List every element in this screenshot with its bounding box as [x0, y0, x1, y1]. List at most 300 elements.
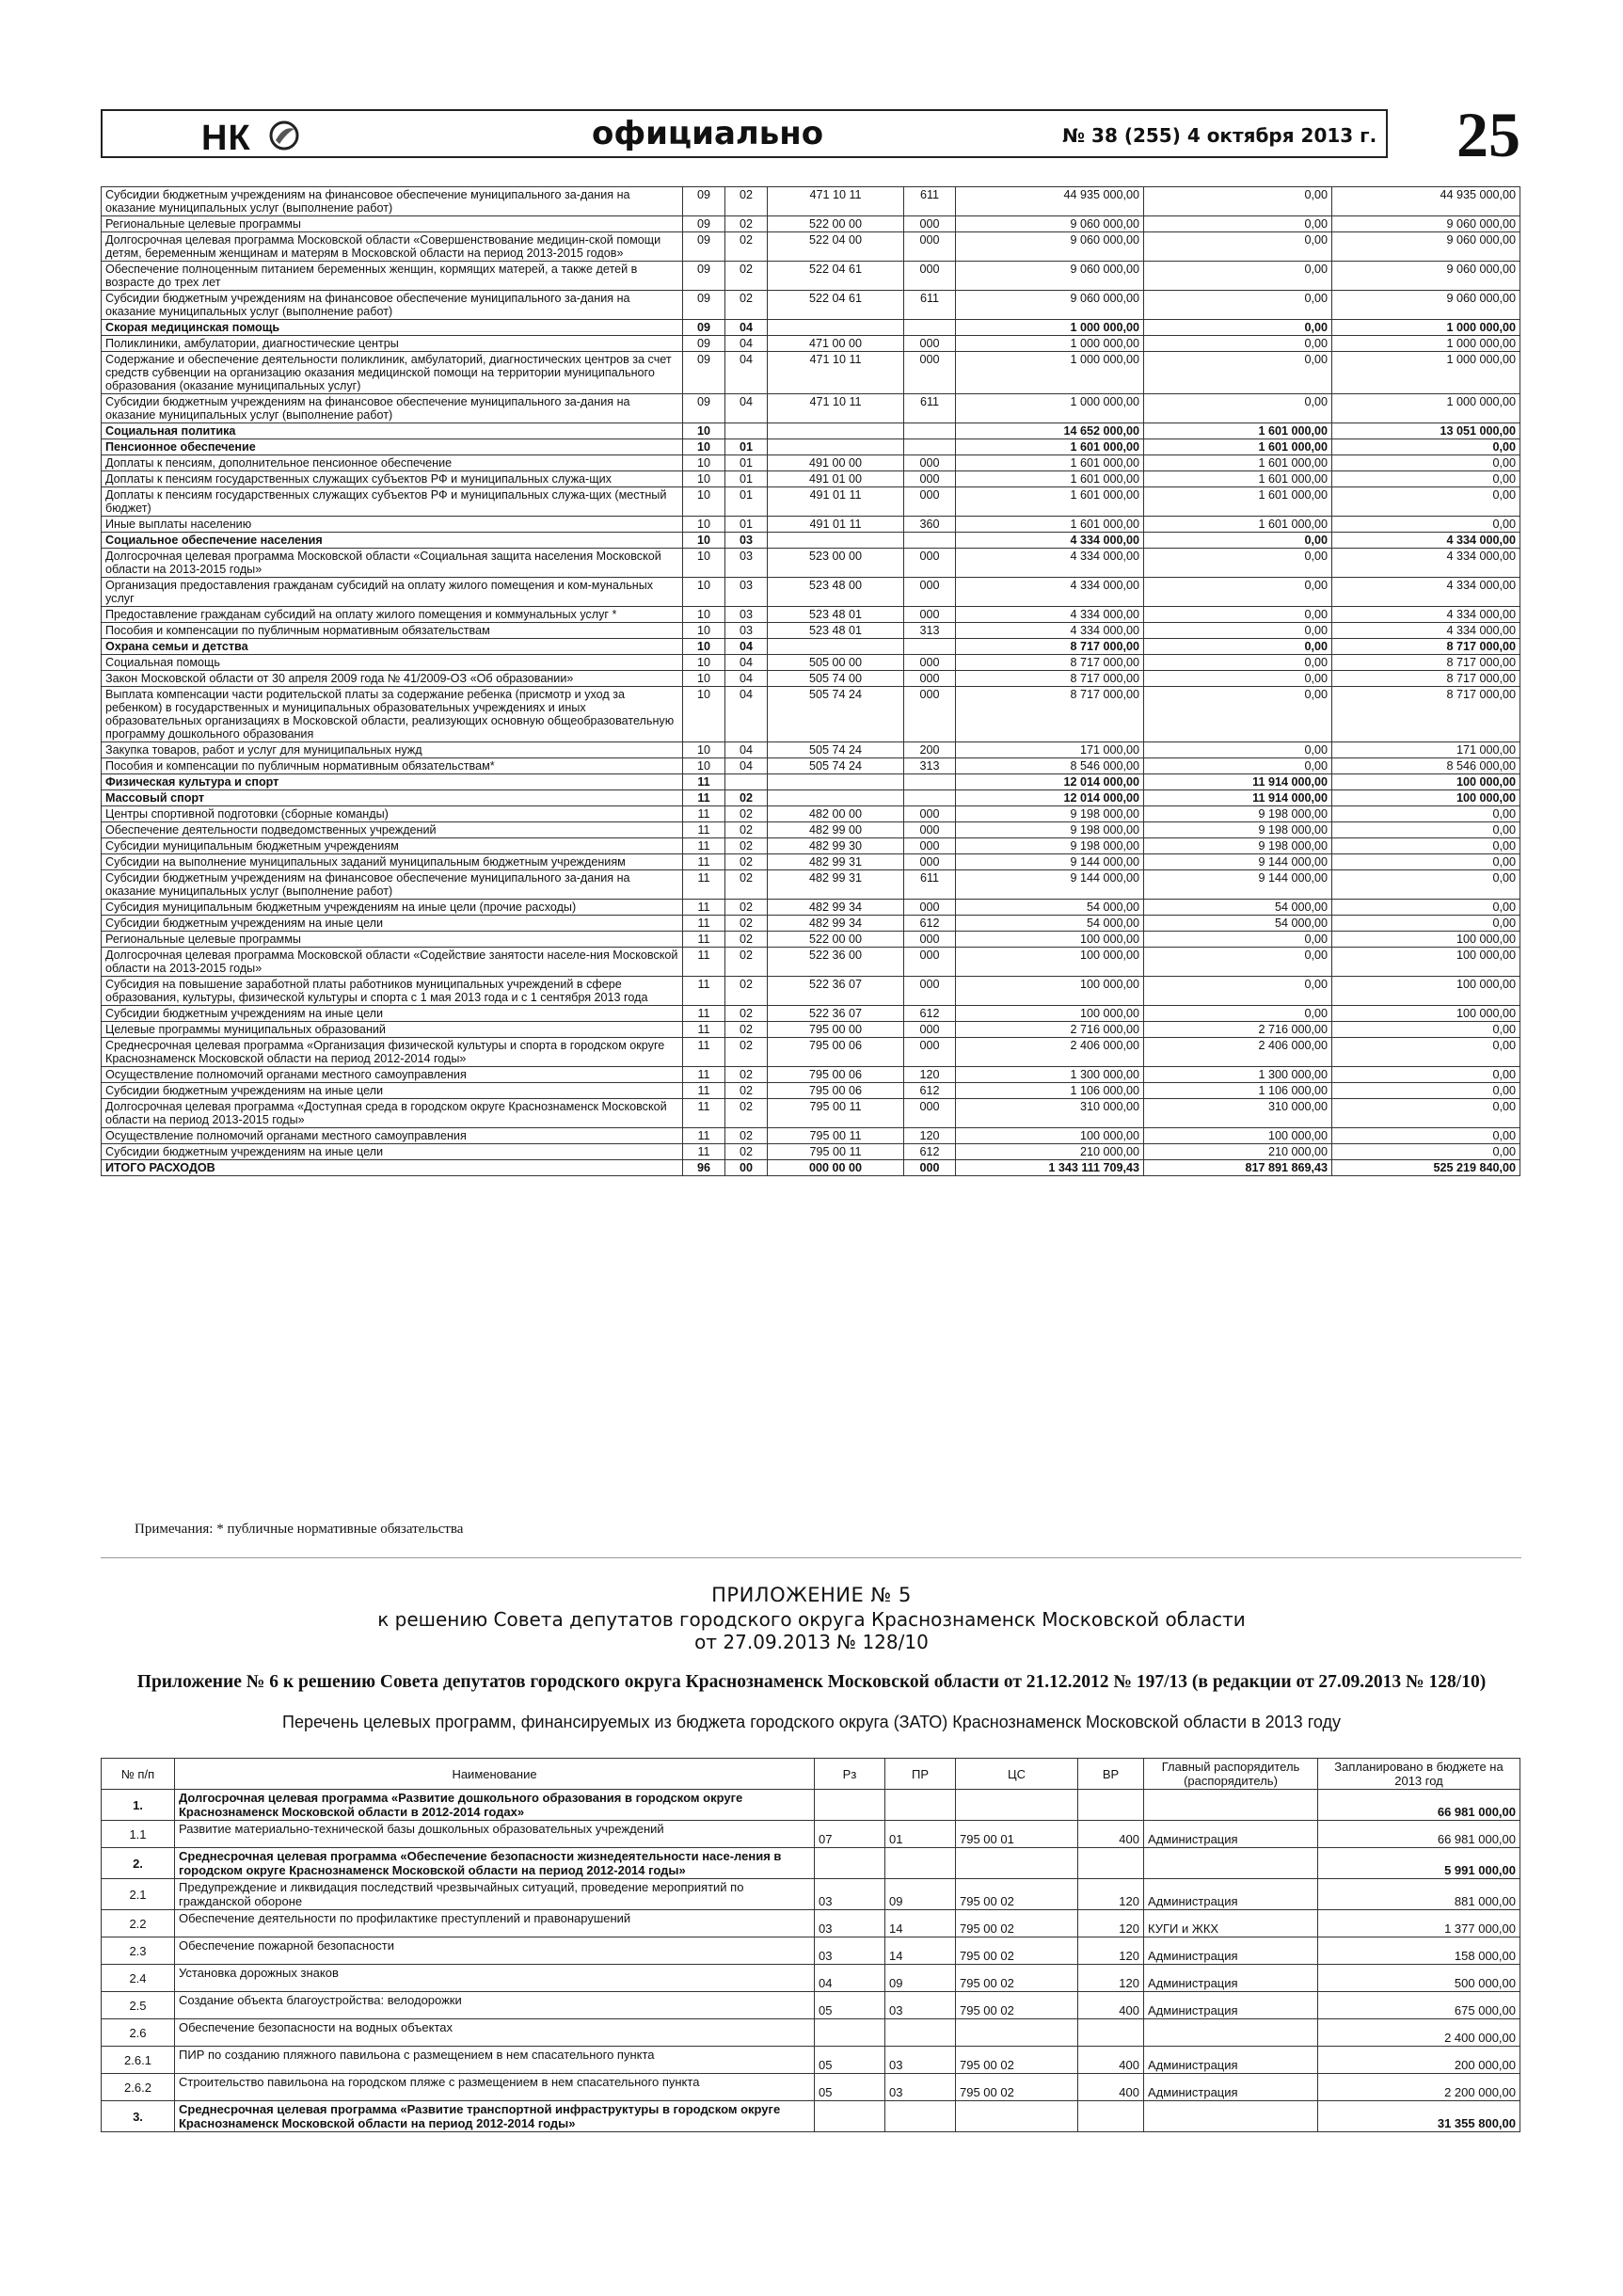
row-total: 210 000,00: [956, 1144, 1144, 1160]
row-state-funds: 54 000,00: [1144, 900, 1332, 916]
row-total: 100 000,00: [956, 1006, 1144, 1022]
row-pr: 00: [725, 1160, 768, 1176]
row-rz: 10: [683, 423, 725, 439]
row-name: Доплаты к пенсиям, дополнительное пенсионное обеспечение: [102, 455, 683, 471]
row-pr: 02: [725, 870, 768, 900]
budget-row: [102, 216, 1520, 232]
budget-row: [102, 932, 1520, 948]
row-local-funds: 0,00: [1332, 1099, 1520, 1128]
row-state-funds: 0,00: [1144, 948, 1332, 977]
row-state-funds: 2 406 000,00: [1144, 1038, 1332, 1067]
program-cs: 795 00 02: [956, 1910, 1078, 1937]
program-num: 2.5: [102, 1992, 175, 2019]
program-vr: 400: [1078, 2047, 1144, 2074]
row-vr: 000: [904, 578, 956, 607]
row-pr: [725, 423, 768, 439]
program-pr: 09: [885, 1879, 956, 1910]
row-local-funds: 44 935 000,00: [1332, 187, 1520, 216]
row-name: Массовый спорт: [102, 790, 683, 806]
row-total: 8 717 000,00: [956, 639, 1144, 655]
row-cs: [768, 533, 904, 549]
row-rz: 11: [683, 1083, 725, 1099]
row-vr: 000: [904, 471, 956, 487]
row-total: 54 000,00: [956, 900, 1144, 916]
row-state-funds: 0,00: [1144, 671, 1332, 687]
program-rz: 03: [815, 1937, 885, 1965]
budget-row: [102, 977, 1520, 1006]
row-state-funds: 0,00: [1144, 262, 1332, 291]
program-cs: [956, 2101, 1078, 2132]
row-pr: 02: [725, 916, 768, 932]
program-rz: [815, 1848, 885, 1879]
row-vr: 200: [904, 742, 956, 758]
row-pr: 02: [725, 1006, 768, 1022]
row-pr: 02: [725, 948, 768, 977]
budget-row: [102, 320, 1520, 336]
row-pr: 02: [725, 216, 768, 232]
row-rz: 11: [683, 900, 725, 916]
row-vr: 000: [904, 1160, 956, 1176]
row-vr: 611: [904, 291, 956, 320]
row-pr: 03: [725, 623, 768, 639]
budget-row: [102, 578, 1520, 607]
program-name: Развитие материально-технической базы дошкольных образовательных учреждений: [175, 1821, 815, 1848]
row-name: Пенсионное обеспечение: [102, 439, 683, 455]
row-cs: 505 74 00: [768, 671, 904, 687]
row-name: Среднесрочная целевая программа «Организация физической культуры и спорта в городском округе Краснознаменск Московской области на период 2012-2014 годы»: [102, 1038, 683, 1067]
page-number: 25: [1456, 99, 1520, 170]
budget-row: [102, 439, 1520, 455]
row-local-funds: 4 334 000,00: [1332, 549, 1520, 578]
row-rz: 11: [683, 916, 725, 932]
budget-row: [102, 758, 1520, 774]
program-planned: 66 981 000,00: [1318, 1790, 1520, 1821]
program-rz: 05: [815, 2047, 885, 2074]
row-cs: 482 99 34: [768, 900, 904, 916]
row-vr: 000: [904, 977, 956, 1006]
row-pr: 02: [725, 1067, 768, 1083]
row-local-funds: 4 334 000,00: [1332, 533, 1520, 549]
row-total: 1 601 000,00: [956, 455, 1144, 471]
program-row: [102, 2074, 1520, 2101]
row-cs: 522 04 61: [768, 262, 904, 291]
budget-row: [102, 671, 1520, 687]
row-local-funds: 0,00: [1332, 1083, 1520, 1099]
row-pr: 02: [725, 1144, 768, 1160]
row-local-funds: 13 051 000,00: [1332, 423, 1520, 439]
row-pr: 02: [725, 1099, 768, 1128]
row-local-funds: 0,00: [1332, 1038, 1520, 1067]
row-total: 54 000,00: [956, 916, 1144, 932]
row-total: 8 717 000,00: [956, 655, 1144, 671]
row-rz: 11: [683, 1006, 725, 1022]
row-pr: 04: [725, 742, 768, 758]
program-cs: 795 00 02: [956, 1879, 1078, 1910]
budget-row: [102, 549, 1520, 578]
program-cs: 795 00 02: [956, 2074, 1078, 2101]
row-state-funds: 0,00: [1144, 977, 1332, 1006]
program-num: 2.2: [102, 1910, 175, 1937]
budget-row: [102, 187, 1520, 216]
row-total: 1 000 000,00: [956, 394, 1144, 423]
row-vr: 612: [904, 1144, 956, 1160]
row-state-funds: 0,00: [1144, 336, 1332, 352]
row-vr: [904, 533, 956, 549]
program-row: [102, 1992, 1520, 2019]
row-name: Предоставление гражданам субсидий на оплату жилого помещения и коммунальных услуг *: [102, 607, 683, 623]
row-name: Субсидии на выполнение муниципальных заданий муниципальным бюджетным учреждениям: [102, 854, 683, 870]
budget-row: [102, 687, 1520, 742]
row-pr: 02: [725, 1022, 768, 1038]
row-cs: 491 00 00: [768, 455, 904, 471]
row-cs: 505 74 24: [768, 758, 904, 774]
row-total: 171 000,00: [956, 742, 1144, 758]
row-rz: 10: [683, 549, 725, 578]
budget-row: [102, 352, 1520, 394]
newspaper-logo: НК: [201, 119, 251, 158]
header-cs: ЦС: [956, 1759, 1078, 1790]
row-rz: 10: [683, 455, 725, 471]
row-total: 1 601 000,00: [956, 471, 1144, 487]
row-state-funds: 1 601 000,00: [1144, 455, 1332, 471]
row-name: Субсидии бюджетным учреждениям на иные цели: [102, 1006, 683, 1022]
row-cs: 505 74 24: [768, 742, 904, 758]
row-vr: 000: [904, 838, 956, 854]
row-pr: 04: [725, 639, 768, 655]
program-admin: [1144, 1790, 1318, 1821]
program-admin: Администрация: [1144, 2074, 1318, 2101]
row-cs: 505 74 24: [768, 687, 904, 742]
row-cs: 491 01 00: [768, 471, 904, 487]
program-pr: [885, 2019, 956, 2047]
row-cs: 482 99 31: [768, 870, 904, 900]
row-pr: [725, 774, 768, 790]
row-pr: 01: [725, 471, 768, 487]
program-planned: 2 400 000,00: [1318, 2019, 1520, 2047]
row-total: 14 652 000,00: [956, 423, 1144, 439]
row-name: Субсидии бюджетным учреждениям на финансовое обеспечение муниципального за-дания на оказание муниципальных услуг (выполнение работ): [102, 394, 683, 423]
row-local-funds: 4 334 000,00: [1332, 623, 1520, 639]
row-pr: 02: [725, 291, 768, 320]
row-name: Обеспечение деятельности подведомственных учреждений: [102, 822, 683, 838]
program-vr: [1078, 2019, 1144, 2047]
row-vr: 612: [904, 1006, 956, 1022]
row-state-funds: 0,00: [1144, 607, 1332, 623]
program-cs: [956, 1848, 1078, 1879]
program-num: 2.3: [102, 1937, 175, 1965]
row-pr: 04: [725, 320, 768, 336]
row-cs: 482 99 31: [768, 854, 904, 870]
program-vr: 120: [1078, 1910, 1144, 1937]
row-total: 1 000 000,00: [956, 336, 1144, 352]
row-vr: 000: [904, 232, 956, 262]
row-rz: 11: [683, 948, 725, 977]
row-pr: 02: [725, 1038, 768, 1067]
budget-row: [102, 655, 1520, 671]
row-name: Центры спортивной подготовки (сборные команды): [102, 806, 683, 822]
row-cs: 522 36 07: [768, 977, 904, 1006]
row-rz: 11: [683, 932, 725, 948]
row-pr: 02: [725, 900, 768, 916]
row-cs: 522 04 00: [768, 232, 904, 262]
program-cs: 795 00 02: [956, 1965, 1078, 1992]
program-vr: 400: [1078, 2074, 1144, 2101]
row-state-funds: 0,00: [1144, 187, 1332, 216]
row-cs: 471 10 11: [768, 394, 904, 423]
row-vr: 612: [904, 1083, 956, 1099]
row-rz: 10: [683, 639, 725, 655]
row-total: 4 334 000,00: [956, 578, 1144, 607]
row-rz: 10: [683, 655, 725, 671]
row-cs: 795 00 06: [768, 1083, 904, 1099]
row-local-funds: 0,00: [1332, 1067, 1520, 1083]
budget-row: [102, 1099, 1520, 1128]
row-pr: 01: [725, 487, 768, 517]
row-rz: 10: [683, 471, 725, 487]
row-total: 12 014 000,00: [956, 774, 1144, 790]
program-pr: 03: [885, 2047, 956, 2074]
budget-row: [102, 471, 1520, 487]
program-row: [102, 1937, 1520, 1965]
row-total: 100 000,00: [956, 1128, 1144, 1144]
budget-table: [101, 186, 1520, 1176]
budget-row: [102, 854, 1520, 870]
header-pr: ПР: [885, 1759, 956, 1790]
row-local-funds: 0,00: [1332, 916, 1520, 932]
row-cs: 522 00 00: [768, 932, 904, 948]
row-name: ИТОГО РАСХОДОВ: [102, 1160, 683, 1176]
budget-row: [102, 742, 1520, 758]
row-name: Организация предоставления гражданам субсидий на оплату жилого помещения и ком-мунальных услуг: [102, 578, 683, 607]
row-name: Региональные целевые программы: [102, 216, 683, 232]
program-admin: Администрация: [1144, 2047, 1318, 2074]
row-state-funds: 1 601 000,00: [1144, 517, 1332, 533]
appendix6-heading: Приложение № 6 к решению Совета депутатов городского округа Краснознаменск Московской области от 21.12.2012 № 197/13 (в редакции от 27.09.2013 № 128/10): [136, 1672, 1487, 1692]
row-total: 9 198 000,00: [956, 822, 1144, 838]
row-name: Социальная помощь: [102, 655, 683, 671]
row-name: Субсидии бюджетным учреждениям на иные цели: [102, 916, 683, 932]
row-cs: 795 00 00: [768, 1022, 904, 1038]
row-local-funds: 100 000,00: [1332, 977, 1520, 1006]
program-rz: 03: [815, 1879, 885, 1910]
row-name: Социальное обеспечение населения: [102, 533, 683, 549]
row-vr: 000: [904, 671, 956, 687]
program-num: 3.: [102, 2101, 175, 2132]
program-pr: 14: [885, 1910, 956, 1937]
program-rz: 07: [815, 1821, 885, 1848]
table-notes: Примечания: * публичные нормативные обязательства: [135, 1522, 464, 1537]
programs-title: Перечень целевых программ, финансируемых из бюджета городского округа (ЗАТО) Краснознаменск Московской области в 2013 году: [282, 1713, 1341, 1731]
row-vr: 000: [904, 487, 956, 517]
row-pr: 02: [725, 806, 768, 822]
row-rz: 10: [683, 623, 725, 639]
program-name: Долгосрочная целевая программа «Развитие дошкольного образования в городском округе Краснознаменск Московской области в 2012-2014 годах»: [175, 1790, 815, 1821]
row-total: 1 000 000,00: [956, 352, 1144, 394]
program-row: [102, 1910, 1520, 1937]
row-rz: 11: [683, 1067, 725, 1083]
program-num: 2.6.1: [102, 2047, 175, 2074]
row-state-funds: 210 000,00: [1144, 1144, 1332, 1160]
row-rz: 11: [683, 806, 725, 822]
row-state-funds: 0,00: [1144, 352, 1332, 394]
row-rz: 09: [683, 352, 725, 394]
row-pr: 04: [725, 352, 768, 394]
row-state-funds: 0,00: [1144, 320, 1332, 336]
row-pr: 04: [725, 336, 768, 352]
row-cs: 471 00 00: [768, 336, 904, 352]
row-pr: 01: [725, 455, 768, 471]
row-total: 1 601 000,00: [956, 517, 1144, 533]
row-rz: 10: [683, 487, 725, 517]
row-vr: 000: [904, 352, 956, 394]
row-name: Социальная политика: [102, 423, 683, 439]
row-state-funds: 54 000,00: [1144, 916, 1332, 932]
row-total: 12 014 000,00: [956, 790, 1144, 806]
row-name: Субсидия муниципальным бюджетным учреждениям на иные цели (прочие расходы): [102, 900, 683, 916]
row-local-funds: 8 717 000,00: [1332, 687, 1520, 742]
program-rz: 05: [815, 1992, 885, 2019]
row-name: Доплаты к пенсиям государственных служащих субъектов РФ и муниципальных служа-щих: [102, 471, 683, 487]
issue-info: № 38 (255) 4 октября 2013 г.: [1062, 124, 1377, 147]
row-rz: 11: [683, 1099, 725, 1128]
row-name: Субсидии бюджетным учреждениям на иные цели: [102, 1144, 683, 1160]
appendix5-title: ПРИЛОЖЕНИЕ № 5: [711, 1584, 912, 1606]
row-pr: 02: [725, 232, 768, 262]
row-vr: 000: [904, 262, 956, 291]
row-vr: 000: [904, 806, 956, 822]
row-local-funds: 9 060 000,00: [1332, 291, 1520, 320]
program-vr: 120: [1078, 1937, 1144, 1965]
section-title: официально: [592, 115, 824, 152]
row-name: Субсидии бюджетным учреждениям на иные цели: [102, 1083, 683, 1099]
row-state-funds: 0,00: [1144, 549, 1332, 578]
row-name: Закон Московской области от 30 апреля 2009 года № 41/2009-ОЗ «Об образовании»: [102, 671, 683, 687]
row-state-funds: 0,00: [1144, 932, 1332, 948]
row-total: 1 343 111 709,43: [956, 1160, 1144, 1176]
program-admin: Администрация: [1144, 1992, 1318, 2019]
budget-row: [102, 262, 1520, 291]
program-planned: 66 981 000,00: [1318, 1821, 1520, 1848]
program-name: Строительство павильона на городском пляже с размещением в нем спасательного пункта: [175, 2074, 815, 2101]
row-name: Пособия и компенсации по публичным нормативным обязательствам*: [102, 758, 683, 774]
row-pr: 03: [725, 549, 768, 578]
row-cs: 522 00 00: [768, 216, 904, 232]
budget-row: [102, 517, 1520, 533]
budget-row: [102, 1067, 1520, 1083]
row-cs: [768, 790, 904, 806]
row-total: 9 060 000,00: [956, 216, 1144, 232]
appendix5-subtitle: к решению Совета депутатов городского округа Краснознаменск Московской области: [377, 1608, 1246, 1631]
row-rz: 10: [683, 607, 725, 623]
program-pr: 01: [885, 1821, 956, 1848]
row-vr: 000: [904, 607, 956, 623]
row-local-funds: 4 334 000,00: [1332, 578, 1520, 607]
row-name: Долгосрочная целевая программа Московской области «Содействие занятости населе-ния Московской области на 2013-2015 годы»: [102, 948, 683, 977]
row-cs: 000 00 00: [768, 1160, 904, 1176]
row-state-funds: 0,00: [1144, 232, 1332, 262]
row-name: Субсидии бюджетным учреждениям на финансовое обеспечение муниципального за-дания на оказание муниципальных услуг (выполнение работ): [102, 291, 683, 320]
row-pr: 03: [725, 607, 768, 623]
row-name: Иные выплаты населению: [102, 517, 683, 533]
row-total: 4 334 000,00: [956, 607, 1144, 623]
row-state-funds: 100 000,00: [1144, 1128, 1332, 1144]
row-total: 8 546 000,00: [956, 758, 1144, 774]
row-cs: 491 01 11: [768, 487, 904, 517]
row-name: Субсидии муниципальным бюджетным учреждениям: [102, 838, 683, 854]
row-name: Субсидии бюджетным учреждениям на финансовое обеспечение муниципального за-дания на оказание муниципальных услуг (выполнение работ): [102, 187, 683, 216]
program-num: 1.: [102, 1790, 175, 1821]
program-admin: Администрация: [1144, 1937, 1318, 1965]
row-state-funds: 0,00: [1144, 1006, 1332, 1022]
row-vr: 000: [904, 932, 956, 948]
program-rz: 03: [815, 1910, 885, 1937]
program-num: 1.1: [102, 1821, 175, 1848]
appendix5-date: от 27.09.2013 № 128/10: [694, 1631, 929, 1653]
program-row: [102, 1848, 1520, 1879]
header-rz: Рз: [815, 1759, 885, 1790]
row-vr: 120: [904, 1128, 956, 1144]
row-cs: 795 00 06: [768, 1038, 904, 1067]
row-name: Закупка товаров, работ и услуг для муниципальных нужд: [102, 742, 683, 758]
row-vr: 000: [904, 822, 956, 838]
program-vr: 400: [1078, 1821, 1144, 1848]
row-local-funds: 0,00: [1332, 822, 1520, 838]
row-pr: 01: [725, 517, 768, 533]
row-vr: 000: [904, 216, 956, 232]
row-total: 4 334 000,00: [956, 623, 1144, 639]
programs-header-row: [102, 1759, 1520, 1790]
program-planned: 158 000,00: [1318, 1937, 1520, 1965]
row-local-funds: 4 334 000,00: [1332, 607, 1520, 623]
row-cs: 522 36 00: [768, 948, 904, 977]
row-rz: 11: [683, 838, 725, 854]
row-state-funds: 0,00: [1144, 291, 1332, 320]
program-rz: 05: [815, 2074, 885, 2101]
row-local-funds: 100 000,00: [1332, 790, 1520, 806]
program-cs: 795 00 02: [956, 1992, 1078, 2019]
header-vr: ВР: [1078, 1759, 1144, 1790]
row-rz: 11: [683, 1038, 725, 1067]
row-local-funds: 1 000 000,00: [1332, 336, 1520, 352]
row-total: 100 000,00: [956, 948, 1144, 977]
header-name: Наименование: [175, 1759, 815, 1790]
program-cs: 795 00 02: [956, 2047, 1078, 2074]
program-vr: 120: [1078, 1965, 1144, 1992]
program-admin: [1144, 1848, 1318, 1879]
program-num: 2.6: [102, 2019, 175, 2047]
row-name: Осуществление полномочий органами местного самоуправления: [102, 1067, 683, 1083]
program-row: [102, 1879, 1520, 1910]
row-cs: 505 00 00: [768, 655, 904, 671]
row-name: Выплата компенсации части родительской платы за содержание ребенка (присмотр и уход за ребенком) в государственных и муниципальных образовательных учреждениях и иных образовательных организациях в Московской области, реализующих основную общеобразовательную программу дошкольного образования: [102, 687, 683, 742]
row-local-funds: 171 000,00: [1332, 742, 1520, 758]
row-name: Охрана семьи и детства: [102, 639, 683, 655]
budget-row: [102, 1144, 1520, 1160]
budget-row: [102, 822, 1520, 838]
row-name: Физическая культура и спорт: [102, 774, 683, 790]
row-local-funds: 0,00: [1332, 1144, 1520, 1160]
budget-row: [102, 1160, 1520, 1176]
row-total: 9 144 000,00: [956, 870, 1144, 900]
row-vr: 611: [904, 187, 956, 216]
row-vr: [904, 774, 956, 790]
budget-row: [102, 1083, 1520, 1099]
row-local-funds: 0,00: [1332, 870, 1520, 900]
row-rz: 10: [683, 533, 725, 549]
row-name: Региональные целевые программы: [102, 932, 683, 948]
budget-row: [102, 916, 1520, 932]
program-name: ПИР по созданию пляжного павильона с размещением в нем спасательного пункта: [175, 2047, 815, 2074]
